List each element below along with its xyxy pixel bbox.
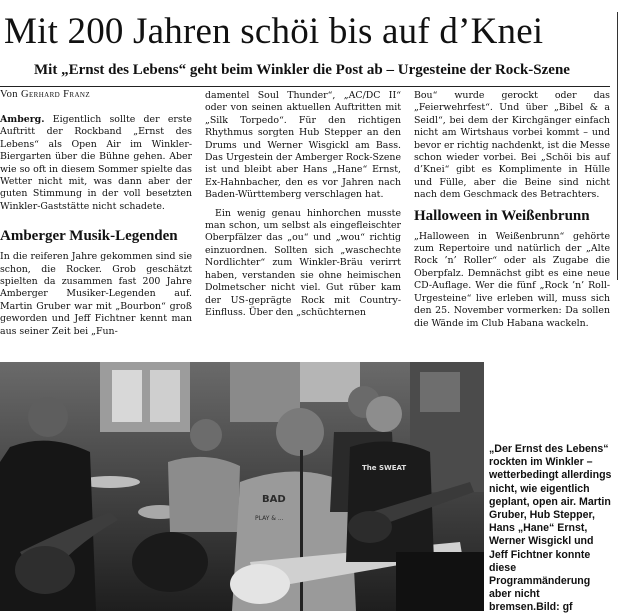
shirt-print-bad: BAD (262, 494, 286, 505)
subheadline: Mit „Ernst des Lebens“ geht beim Winkler die Post ab – Urgesteine der Rock-Szene (34, 62, 570, 78)
shirt-print-sweat: The SWEAT (362, 464, 407, 472)
band-photo (0, 362, 484, 611)
band-photo-image (0, 362, 484, 611)
paragraph-3-start: Ein wenig genau hinhorchen musste man schon, um selbst als eingefleischter Oberpfälzer das „ou“ und „wou“ richtig einzuordnen. Sollten sich „waschechte Nordlichter“ zum Winkler-Bräu verirrt haben, verstanden sie ohne heimischen Dolmetscher nicht viel. Gut rüber kam der US-geprägte Rock mit Country-Einfluss. Über den „schüchternen (205, 207, 401, 318)
byline: Von Gerhard Franz (0, 89, 91, 100)
paragraph-4: „Halloween in Weißenbrunn“ gehörte zum Repertoire und natürlich der „Alte Rock ’n’ Roller“ oder als Zugabe die Oberpfalz. Demnächst gibt es eine neue CD-Auflage. Wer die fünf „Rock ’n’ Roll-Urgesteine“ live erleben will, muss sich den 25. November vormerken: Da sollen die Wände im Club Habana wackeln. (414, 230, 610, 329)
paragraph-2-start: In die reiferen Jahre gekommen sind sie schon, die Rocker. Grob geschätzt spielten da zusammen fast 200 Jahre Amberger Musiker-Legenden auf. Martin Gruber war mit „Bourbon“ groß geworden und Jeff Fichtner kennt man aus seiner Zeit bei „Fun- (0, 251, 192, 337)
headline: Mit 200 Jahren schöi bis auf d’Knei (4, 11, 544, 52)
dateline: Amberg. (0, 114, 45, 125)
subheading-musik-legenden: Amberger Musik-Legenden (0, 228, 178, 245)
article-column-1 (0, 114, 192, 338)
paragraph-1: Eigentlich sollte der erste Auftritt der Rockband „Ernst des Lebens“ als Open Air im Winkler-Biergarten über die Bühne gehen. Aber wie so oft in diesem Sommer spielte das Wetter nicht mit, was dann aber der guten Stimmung in der voll besetzten Winkler-Gaststätte nicht schadete. (0, 114, 192, 212)
author-name: Gerhard Franz (20, 89, 91, 100)
page-edge-rule (617, 12, 618, 280)
subheading-halloween: Halloween in Weißenbrunn (414, 207, 590, 224)
shirt-print-play: PLAY & ... (255, 515, 284, 522)
paragraph-3-end: Bou“ wurde gerockt oder das „Feierwehrfest“. Und über „Bibel & a Seidl“, bei dem der Kirchgänger einfach nicht am Wirtshaus vorbei kommt – und bevor er richtig nachdenkt, ist die Messe schon wieder vorbei. Bei „Schöi bis auf d’Knei“ gibt es Komplimente in Hülle und Fülle, aber die Beine sind nicht nach dem Geschmack des Betrachters. (414, 90, 610, 201)
paragraph-2-end: damentel Soul Thunder“, „AC/DC II“ oder von seinen aktuellen Auftritten mit „Silk Torpedo“. Für den richtigen Rhythmus sorgten Hub Stepper an den Drums und Werner Wisgickl am Bass. Das Urgestein der Amberger Rock-Szene ist und bleibt aber Hans „Hane“ Ernst, Ex-Hahnbacher, den es vor Jahren nach Baden-Württemberg verschlagen hat. (205, 90, 401, 201)
header-rule (0, 86, 610, 87)
photo-caption: „Der Ernst des Lebens“ rockten im Winkler – wetterbedingt allerdings nicht, wie eigentlich geplant, open air. Martin Gruber, Hub Stepper, Hans „Hane“ Ernst, Werner Wisgickl und Jeff Fichtner konnte diese Programmänderung aber nicht bremsen.Bild: gf (489, 443, 612, 614)
article-column-2 (205, 90, 401, 319)
photo-credit: Bild: gf (536, 601, 573, 614)
article-column-3 (414, 90, 610, 330)
